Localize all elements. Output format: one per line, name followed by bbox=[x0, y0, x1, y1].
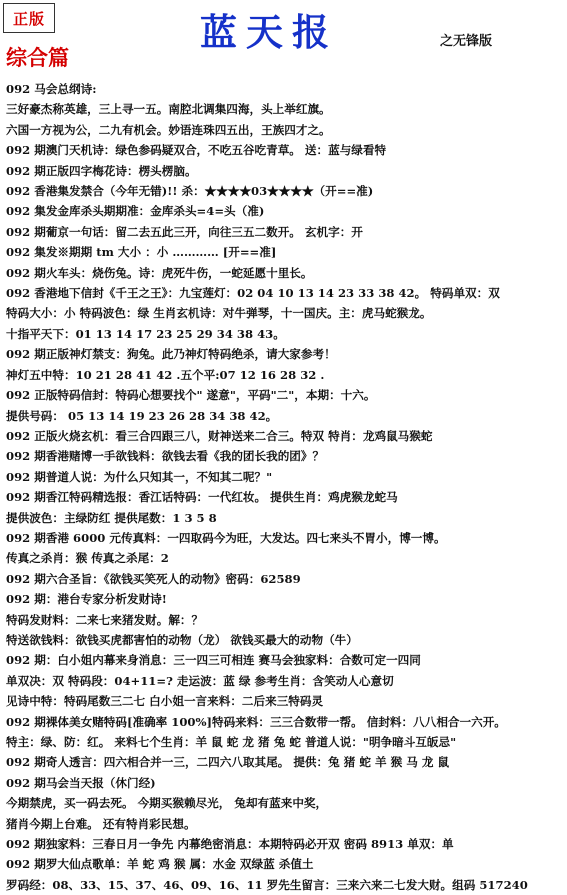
text-line: 092 正版火烧玄机：看三合四跟三八，财神送来二合三。特双 特肖：龙鸡鼠马猴蛇 bbox=[6, 428, 433, 443]
text-line: 092 集发※期期 tm 大小 ：小 ………… [开==准] bbox=[6, 245, 277, 260]
text-line: 092 正版特码信封：特码心想要找个" 遂意"，平码"二"，本期：十六。 bbox=[6, 388, 376, 403]
text-line: 092 马会总纲诗: bbox=[6, 82, 97, 96]
text-line: 神灯五中特：10 21 28 41 42 .五个平:07 12 16 28 32 . bbox=[6, 367, 325, 382]
text-line: 提供号码： 05 13 14 19 23 26 28 34 38 42。 bbox=[6, 408, 278, 423]
text-line: 092 期香港赌博一手欲钱料：欲钱去看《我的团长我的团》？ bbox=[6, 449, 325, 464]
text-line: 特送欲钱料：欲钱买虎都害怕的动物（龙） 欲钱买最大的动物（牛） bbox=[6, 632, 358, 647]
text-line: 092 香港地下信封《千王之王》：九宝莲灯：02 04 10 13 14 23 33 38 42。 特码单双：双 bbox=[6, 286, 500, 301]
text-line: 092 期澳门天机诗：绿色参码疑双合，不吃五谷吃青草。 送：蓝与绿看特 bbox=[6, 143, 387, 158]
text-line: 092 期裸体美女赌特码[准确率 100%]特码来料：三三合数带一帮。 信封料：八八相合一六开。 bbox=[6, 714, 506, 729]
page-title: 蓝天报 bbox=[200, 10, 338, 54]
text-line: 猪肖今期上台难。 还有特肖彩民想。 bbox=[6, 816, 196, 831]
edition-badge bbox=[3, 3, 55, 33]
text-line: 三好豪杰称英雄，三上寻一五。南腔北调集四海，头上举红旗。 bbox=[6, 102, 331, 117]
text-line: 特码发财料：二来七来猪发财。解：？ bbox=[6, 612, 204, 627]
text-line: 今期禁虎，买一码去死。 今期买猴赖尽光， 兔却有蓝来中奖， bbox=[6, 796, 328, 811]
edition-subtitle: 之无锋版 bbox=[440, 34, 493, 49]
text-line: 罗码经：08、33、15、37、46、09、16、11 罗先生留言：三来六来二七发大财。组码 517240 bbox=[6, 877, 528, 892]
text-line: 092 期六合圣旨：《欲钱买笑死人的动物》密码：62589 bbox=[6, 571, 301, 586]
text-line: 提供波色：主绿防红 提供尾数：1 3 5 8 bbox=[6, 510, 217, 525]
badge-label: 正版 bbox=[12, 9, 45, 28]
text-line: 092 期：白小姐内幕来身消息：三一四三可相连 赛马会独家料：合数可定一四同 bbox=[6, 653, 421, 668]
text-line: 六国一方视为公，二九有机会。妙语连珠四五出，王族四才之。 bbox=[6, 122, 331, 137]
text-line: 见诗中特：特码尾数三二七 白小姐一言来料：二后来三特码灵 bbox=[6, 694, 324, 709]
text-line: 092 期马会当天报（休门经) bbox=[6, 775, 156, 790]
text-line: 092 期：港台专家分析发财诗! bbox=[6, 592, 167, 607]
text-line: 092 期火车头：烧伤兔。诗：虎死牛伤，一蛇延愿十里长。 bbox=[6, 265, 313, 280]
text-line: 特主：绿、防：红。 来料七个生肖：羊 鼠 蛇 龙 猪 兔 蛇 普道人说："明争暗斗互皈忌" bbox=[6, 735, 457, 749]
text-line: 092 期正版四字梅花诗：楞头楞脑。 bbox=[6, 163, 197, 178]
text-line: 十指平天下：01 13 14 17 23 25 29 34 38 43。 bbox=[6, 326, 285, 341]
text-line: 092 期罗大仙点歌单：羊 蛇 鸡 猴 属：水金 双绿蓝 杀值土 bbox=[6, 857, 314, 872]
text-line: 092 期普道人说：为什么只知其一，不知其二呢？" bbox=[6, 469, 273, 484]
text-line: 092 香港集发禁合（今年无错)!! 杀：★★★★03★★★★（开==准) bbox=[6, 184, 374, 199]
text-line: 092 期香港 6000 元传真料：一四取码今为旺，大发达。四七来头不胃小，博一博。 bbox=[6, 530, 446, 545]
text-line: 092 期独家料：三春日月一争先 内幕绝密消息：本期特码必开双 密码 8913 单双：单 bbox=[6, 837, 454, 852]
section-heading: 综合篇 bbox=[6, 45, 69, 70]
text-lines bbox=[6, 79, 562, 895]
text-line: 单双决：双 特码段：04+11=? 走运波：蓝 绿 参考生肖：含笑动人心意切 bbox=[6, 673, 394, 688]
text-line: 092 期正版神灯禁支：狗兔。此乃神灯特码绝杀，请大家参考！ bbox=[6, 347, 336, 362]
text-line: 092 期葡京一句话：留二去五此三开，向往三五二数开。 玄机字：开 bbox=[6, 224, 363, 239]
text-line: 特码大小：小 特码波色：绿 生肖玄机诗：对牛弹琴，十一国庆。主：虎马蛇猴龙。 bbox=[6, 306, 432, 321]
text-line: 092 期奇人透言：四六相合并一三，二四六八取其尾。 提供：兔 猪 蛇 羊 猴 马 龙 鼠 bbox=[6, 755, 450, 770]
text-line: 092 集发金库杀头期期准：金库杀头=4=头（准) bbox=[6, 204, 265, 219]
text-line: 传真之杀肖：猴 传真之杀尾：2 bbox=[6, 551, 169, 566]
text-line: 092 期香江特码精选报：香江话特码：一代红妆。 提供生肖：鸡虎猴龙蛇马 bbox=[6, 490, 398, 505]
